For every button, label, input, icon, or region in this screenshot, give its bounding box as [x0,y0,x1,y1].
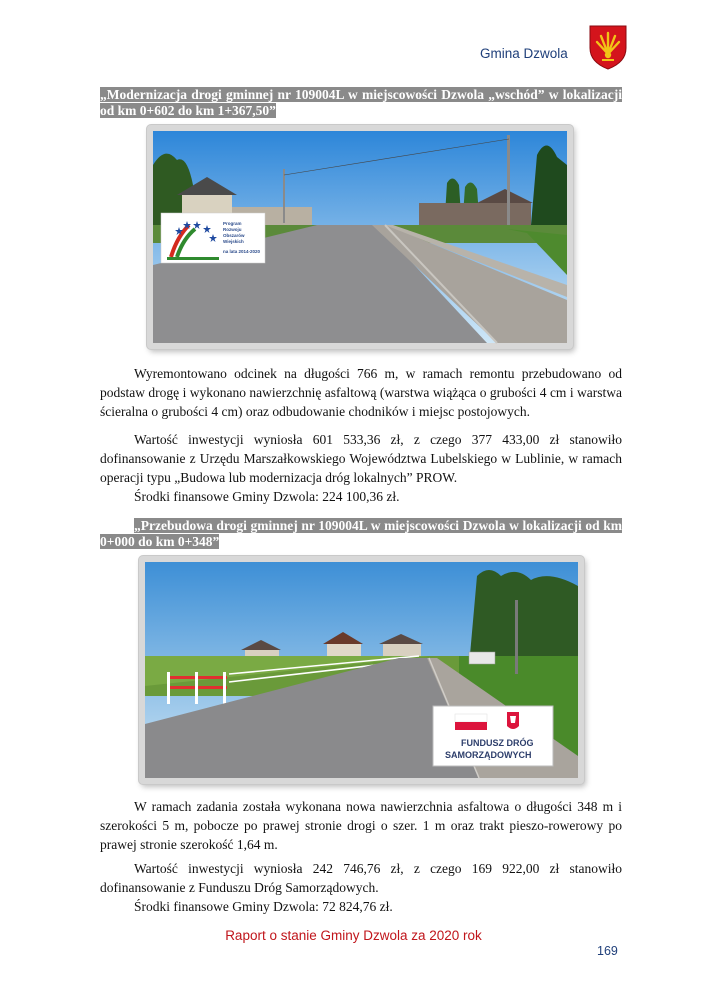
section2-paragraph: Wartość inwestycji wyniosła 242 746,76 zł, z czego 169 922,00 zł stanowiło dofinansowanie z Funduszu Dróg Samorządowych. [100,861,622,895]
section1-photo [147,125,573,349]
header-title: Gmina Dzwola [480,46,568,61]
section1-paragraph: Wyremontowano odcinek na długości 766 m, w ramach remontu przebudowano od podstaw drogę i wykonano nawierzchnię asfaltową (warstwa wiążąca o grubości 4 cm i warstwa ścieralna o grubości 4 cm) oraz odbudowanie chodników i miejsc postojowych. [100,366,622,419]
prow-logo-line: Obszarów [223,233,245,238]
prow-logo-line: Rozwoju [223,227,242,232]
fds-sign-line2: SAMORZĄDOWYCH [445,750,532,760]
fds-sign-line1: FUNDUSZ DRÓG [461,738,534,748]
section2-title: „Przebudowa drogi gminnej nr 109004L w miejscowości Dzwola w lokalizacji od km 0+000 do km 0+348” [100,518,622,549]
prow-logo-line: na lata 2014-2020 [223,249,261,254]
section2-paragraph: Środki finansowe Gminy Dzwola: 72 824,76 zł. [134,899,393,914]
footer-title: Raport o stanie Gminy Dzwola za 2020 rok [225,928,482,943]
prow-logo-line: Wiejskich [223,239,244,244]
section2-photo [139,556,584,784]
section1-title: „Modernizacja drogi gminnej nr 109004L w miejscowości Dzwola „wschód” w lokalizacji od km 0+602 do km 1+367,50” [100,87,622,118]
prow-logo-line: Program [223,221,242,226]
section2-paragraph: W ramach zadania została wykonana nowa nawierzchnia asfaltowa o długości 348 m i szerokości 5 m, pobocze po prawej stronie drogi o szer. 1 m oraz trakt pieszo-rowerowy po prawej stronie szerokość 1,64 m. [100,799,622,852]
coat-of-arms-icon [588,24,628,70]
page-number: 169 [597,944,618,958]
section1-paragraph: Środki finansowe Gminy Dzwola: 224 100,36 zł. [134,489,400,504]
section1-paragraph: Wartość inwestycji wyniosła 601 533,36 zł, z czego 377 433,00 zł stanowiło dofinansowanie z Urzędu Marszałkowskiego Województwa Lubelskiego w Lublinie, w ramach operacji typu „Budowa lub modernizacja dróg lokalnych” PROW. [100,432,622,485]
